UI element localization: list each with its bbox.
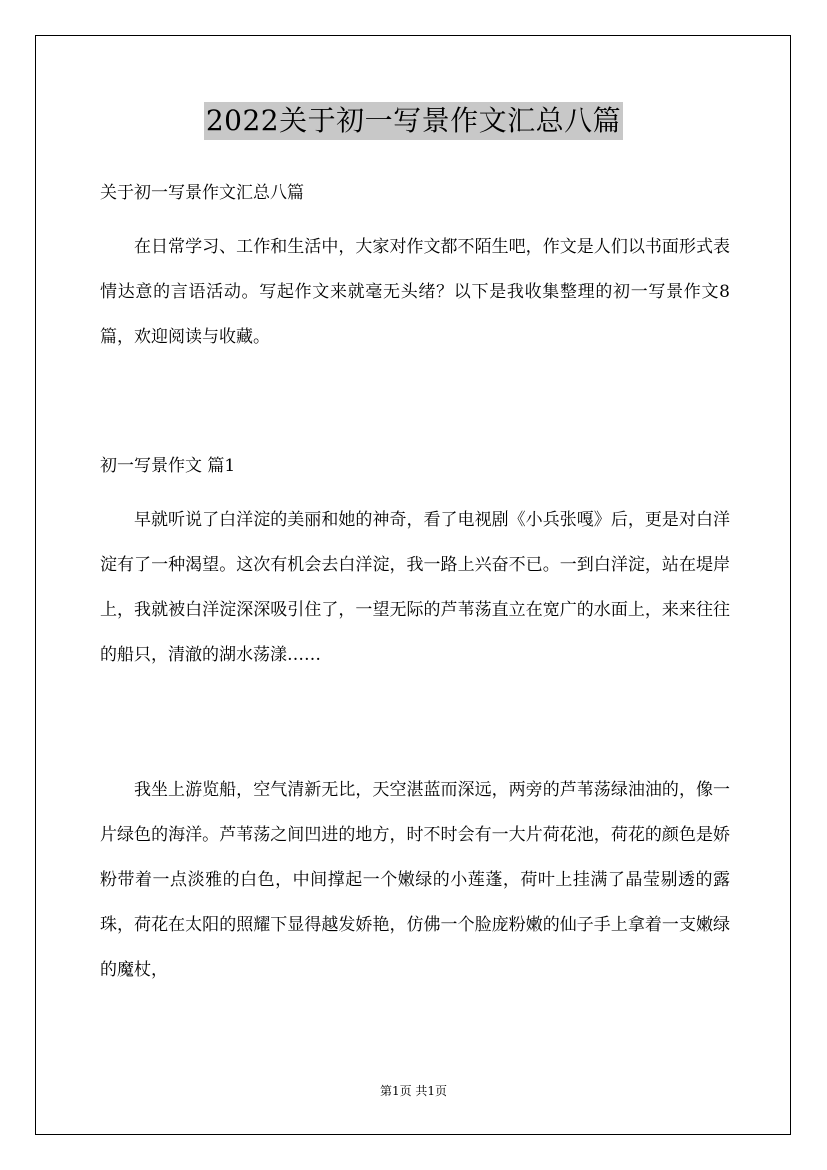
body-paragraph-2: 我坐上游览船，空气清新无比，天空湛蓝而深远，两旁的芦苇荡绿油油的，像一片绿色的海洋。芦苇荡之间凹进的地方，时不时会有一大片荷花池，荷花的颜色是娇粉带着一点淡雅的白色，中间撑起一个嫩绿的小莲蓬，荷叶上挂满了晶莹剔透的露珠，荷花在太阳的照耀下显得越发娇艳，仿佛一个脸庞粉嫩的仙子手上拿着一支嫩绿的魔杖， xyxy=(100,780,730,980)
document-subtitle: 关于初一写景作文汇总八篇 xyxy=(100,183,304,203)
title-container xyxy=(0,102,827,140)
section-heading: 初一写景作文 篇1 xyxy=(100,456,236,476)
page-footer: 第1页 共1页 xyxy=(379,1084,448,1098)
document-title: 2022关于初一写景作文汇总八篇 xyxy=(204,102,623,140)
intro-paragraph: 在日常学习、工作和生活中，大家对作文都不陌生吧，作文是人们以书面形式表情达意的言语活动。写起作文来就毫无头绪？以下是我收集整理的初一写景作文8篇，欢迎阅读与收藏。 xyxy=(100,237,730,347)
body-paragraph-1: 早就听说了白洋淀的美丽和她的神奇，看了电视剧《小兵张嘎》后，更是对白洋淀有了一种渴望。这次有机会去白洋淀，我一路上兴奋不已。一到白洋淀，站在堤岸上，我就被白洋淀深深吸引住了，一望无际的芦苇荡直立在宽广的水面上，来来往往的船只，清澈的湖水荡漾…… xyxy=(100,510,730,665)
